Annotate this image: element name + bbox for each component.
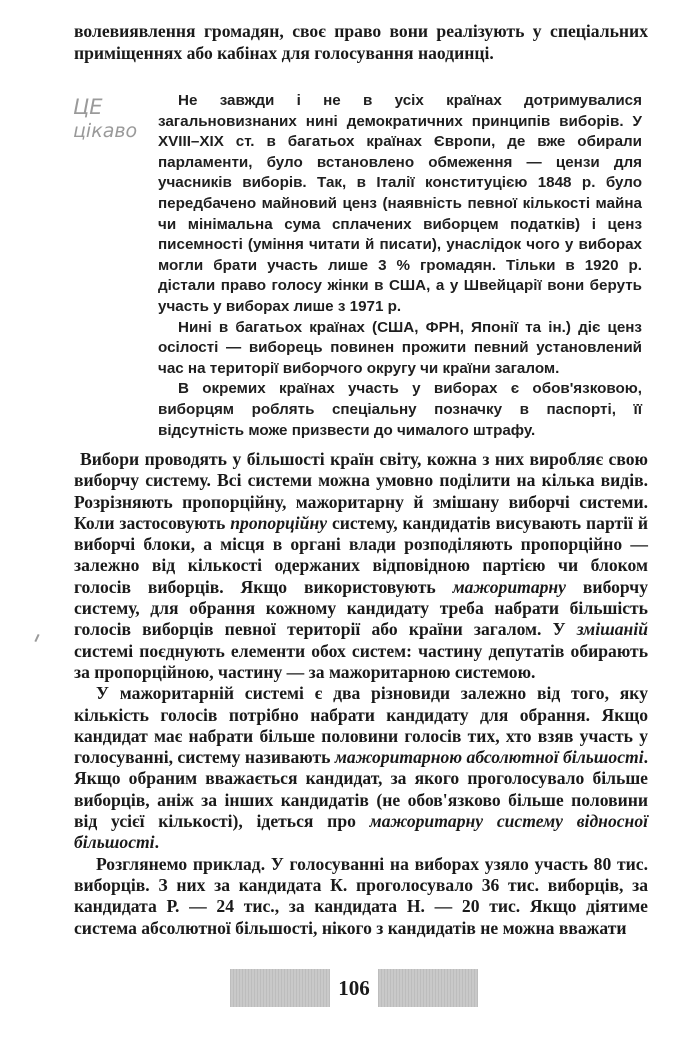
main-text: [74, 449, 648, 939]
footer-band-right: [378, 969, 478, 1007]
body-paragraph: [74, 683, 648, 853]
aside-label: [73, 95, 153, 143]
continued-paragraph: волевиявлення громадян, своє право вони реалізують у спеціальних приміщеннях або кабінах для голосування наодинці.: [74, 21, 648, 63]
aside-paragraph: Нині в багатьох країнах (США, ФРН, Японії та ін.) діє ценз осілості — виборець повинен прожити певний установлений час на території виборчого округу чи країни загалом.: [158, 318, 642, 377]
body-paragraph: [74, 449, 648, 683]
text-run: Вибори проводять у більшості країн світу, кожна з них виробляє свою виборчу систему. Всі системи можна умовно поділити на кілька видів. Розрізняють пропорційну, мажоритарну й змішану виборчі системи. Коли застосовують: [74, 449, 648, 533]
interesting-facts-box: [158, 91, 642, 441]
key-term: пропорційну: [230, 512, 328, 533]
body-paragraph: Розглянемо приклад. У голосуванні на виборах узяло участь 80 тис. виборців. З них за кандидата К. проголосувало 36 тис. виборців, за кандидата Р. — 24 тис., за кандидата Н. — 20 тис. Якщо діятиме система абсолютної більшості, нікого з кандидатів не можна вважати: [74, 853, 648, 938]
aside-paragraph: В окремих країнах участь у виборах є обов'язковою, виборцям роблять спеціальну позначку в паспорті, її відсутність може призвести до чималого штрафу.: [158, 380, 642, 439]
aside-label-line2: цікаво: [73, 120, 138, 142]
text-run: У мажоритарній системі є два різновиди залежно від того, яку кількість голосів потрібно набрати кандидату для обрання. Якщо кандидат має набрати більше половини голосів тих, хто взяв участь у голосуванні, систему називають: [74, 683, 648, 768]
key-term: мажоритарну: [452, 576, 566, 597]
aside-paragraph: Не завжди і не в усіх країнах дотримувалися загальновизнаних нині демократичних принципів виборів. У XVIII–XIX ст. в багатьох країнах Європи, де вже обирали парламенти, було встановлено обмеження — цензи для учасників виборів. Так, в Італії конституцією 1848 р. було передбачено майновий ценз (наявність певної кількості майна чи мінімальна сума сплачених виборцем податків) і ценз писемності (уміння читати й писати), унаслідок чого у виборах могли брати участь лише 3 % громадян. Тільки в 1920 р. дістали право голосу жінки в США, а у Швейцарії вони беруть участь у виборах лише з 1971 р.: [158, 92, 642, 315]
text-run: систему, кандидатів висувають партії й виборчі блоки, а місця в органі влади розподіляють пропорційно — залежно від кількості одержаних відповідною партією чи блоком голосів виборців. Якщо використовують: [74, 512, 649, 597]
key-term: змішаній: [576, 619, 648, 640]
text-run: . Якщо обраним вважається кандидат, за якого проголосувало більше виборців, аніж за інших кандидатів (не обов'язково більше половини від усієї кількості), ідеться про: [74, 747, 649, 832]
footer-band-left: [230, 969, 330, 1007]
text-run: виборчу систему, для обрання кожному кандидату треба набрати більшість голосів виборців певної території або країни загалом. У: [74, 576, 648, 640]
text-run: .: [154, 832, 159, 853]
aside-label-line1: ЦЕ: [73, 95, 103, 119]
page-number: 106: [338, 976, 370, 1000]
key-term: мажоритарну систему відносної більшості: [74, 811, 648, 853]
text-run: системі поєднують елементи обох систем: частину депутатів обирають за пропорційною, частину — за мажоритарною системою.: [74, 640, 648, 682]
key-term: мажоритарною абсолютної більшості: [334, 747, 644, 768]
scan-speck: [34, 634, 39, 642]
